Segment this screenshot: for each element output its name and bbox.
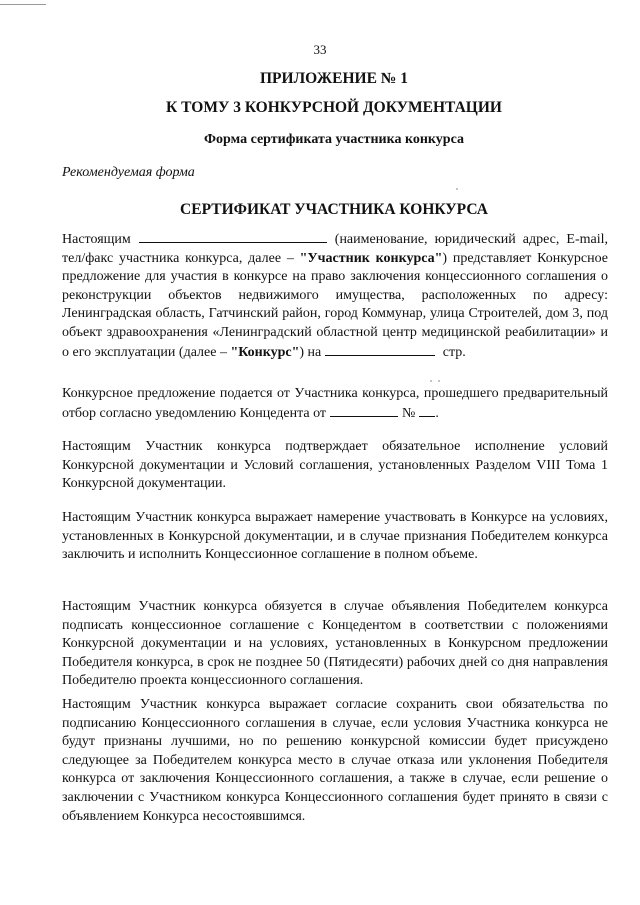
page-number: 33 bbox=[313, 42, 327, 57]
paragraph-obligation: Настоящим Участник конкурса обязуется в случае объявления Победителем конкурса подписать концессионное соглашение с Концедентом в соответствии с положениями Конкурсной документации и на условиях, установленных в Конкурсном предложении Победителя конкурса, в срок не позднее 50 (Пятидесяти) рабочих дней со дня направления Победителю проекта концессионного соглашения. bbox=[62, 599, 608, 689]
scan-speck bbox=[456, 188, 458, 190]
p1-contest-term: "Конкурс" bbox=[230, 344, 300, 360]
p1-participant-term: "Участник конкурса" bbox=[299, 250, 443, 266]
page-count-blank[interactable] bbox=[325, 343, 435, 356]
certificate-title: СЕРТИФИКАТ УЧАСТНИКА КОНКУРСА bbox=[180, 201, 488, 218]
p1-before-pages: ) на bbox=[299, 344, 322, 360]
paragraph-confirmation: Настоящим Участник конкурса подтверждает обязательное исполнение условий Конкурсной документации и Условий соглашения, установленных Разделом VIII Тома 1 Конкурсной документации. bbox=[62, 439, 608, 492]
volume-title: К ТОМУ 3 КОНКУРСНОЙ ДОКУМЕНТАЦИИ bbox=[166, 99, 502, 116]
p1-start: Настоящим bbox=[62, 232, 131, 247]
appendix-title: ПРИЛОЖЕНИЕ № 1 bbox=[260, 70, 408, 87]
notice-number-blank[interactable] bbox=[419, 404, 435, 417]
paragraph-consent: Настоящим Участник конкурса выражает согласие сохранить свои обязательства по подписанию Концессионного соглашения в случае, если условия Участника конкурса не будут признаны лучшими, но по решению конкурсной комиссии будет присуждено следующее за Победителем конкурса место в случае отказа или уклонения Победителя конкурса от заключения Концессионного соглашения, а также в случае, если решение о заключении с Участником конкурса Концессионного соглашения будет принято в связи с объявлением Конкурса несостоявшимся. bbox=[62, 697, 608, 824]
paragraph-participant-intro bbox=[62, 230, 608, 362]
paragraph-intention: Настоящим Участник конкурса выражает намерение участвовать в Конкурсе на условиях, установленных в Конкурсной документации, и в случае признания Победителем конкурса заключить и исполнить Концессионное соглашение в полном объеме. bbox=[62, 510, 608, 563]
participant-name-blank[interactable] bbox=[139, 230, 327, 243]
notice-date-blank[interactable] bbox=[330, 404, 398, 417]
scan-speck bbox=[430, 380, 432, 382]
p2-text: Конкурсное предложение подается от Участника конкурса, прошедшего предварительный отбор согласно уведомлению Концедента от bbox=[62, 386, 608, 421]
recommended-form-label: Рекомендуемая форма bbox=[62, 165, 195, 180]
form-title: Форма сертификата участника конкурса bbox=[204, 132, 464, 147]
p1-after-blank: (наименование, юридический адрес, E-mail, тел/факс участника конкурса, далее – bbox=[62, 232, 608, 266]
scan-speck bbox=[438, 380, 440, 382]
p2-end: . bbox=[435, 405, 439, 421]
p1-after-pages: стр. bbox=[442, 344, 466, 360]
p2-number-sign: № bbox=[402, 405, 416, 421]
p1-body: ) представляет Конкурсное предложение для участия в конкурсе на право заключения концессионного соглашения о реконструкции объектов недвижимого имущества, расположенных по адресу: Ленинградская область, Гатчинский район, город Коммунар, улица Строителей, дом 3, под объект здравоохранения «Ленинградский областной центр медицинской реабилитации» и о его эксплуатации (далее – bbox=[62, 250, 608, 360]
paragraph-prequalification bbox=[62, 385, 608, 423]
scan-edge-mark bbox=[0, 4, 46, 5]
